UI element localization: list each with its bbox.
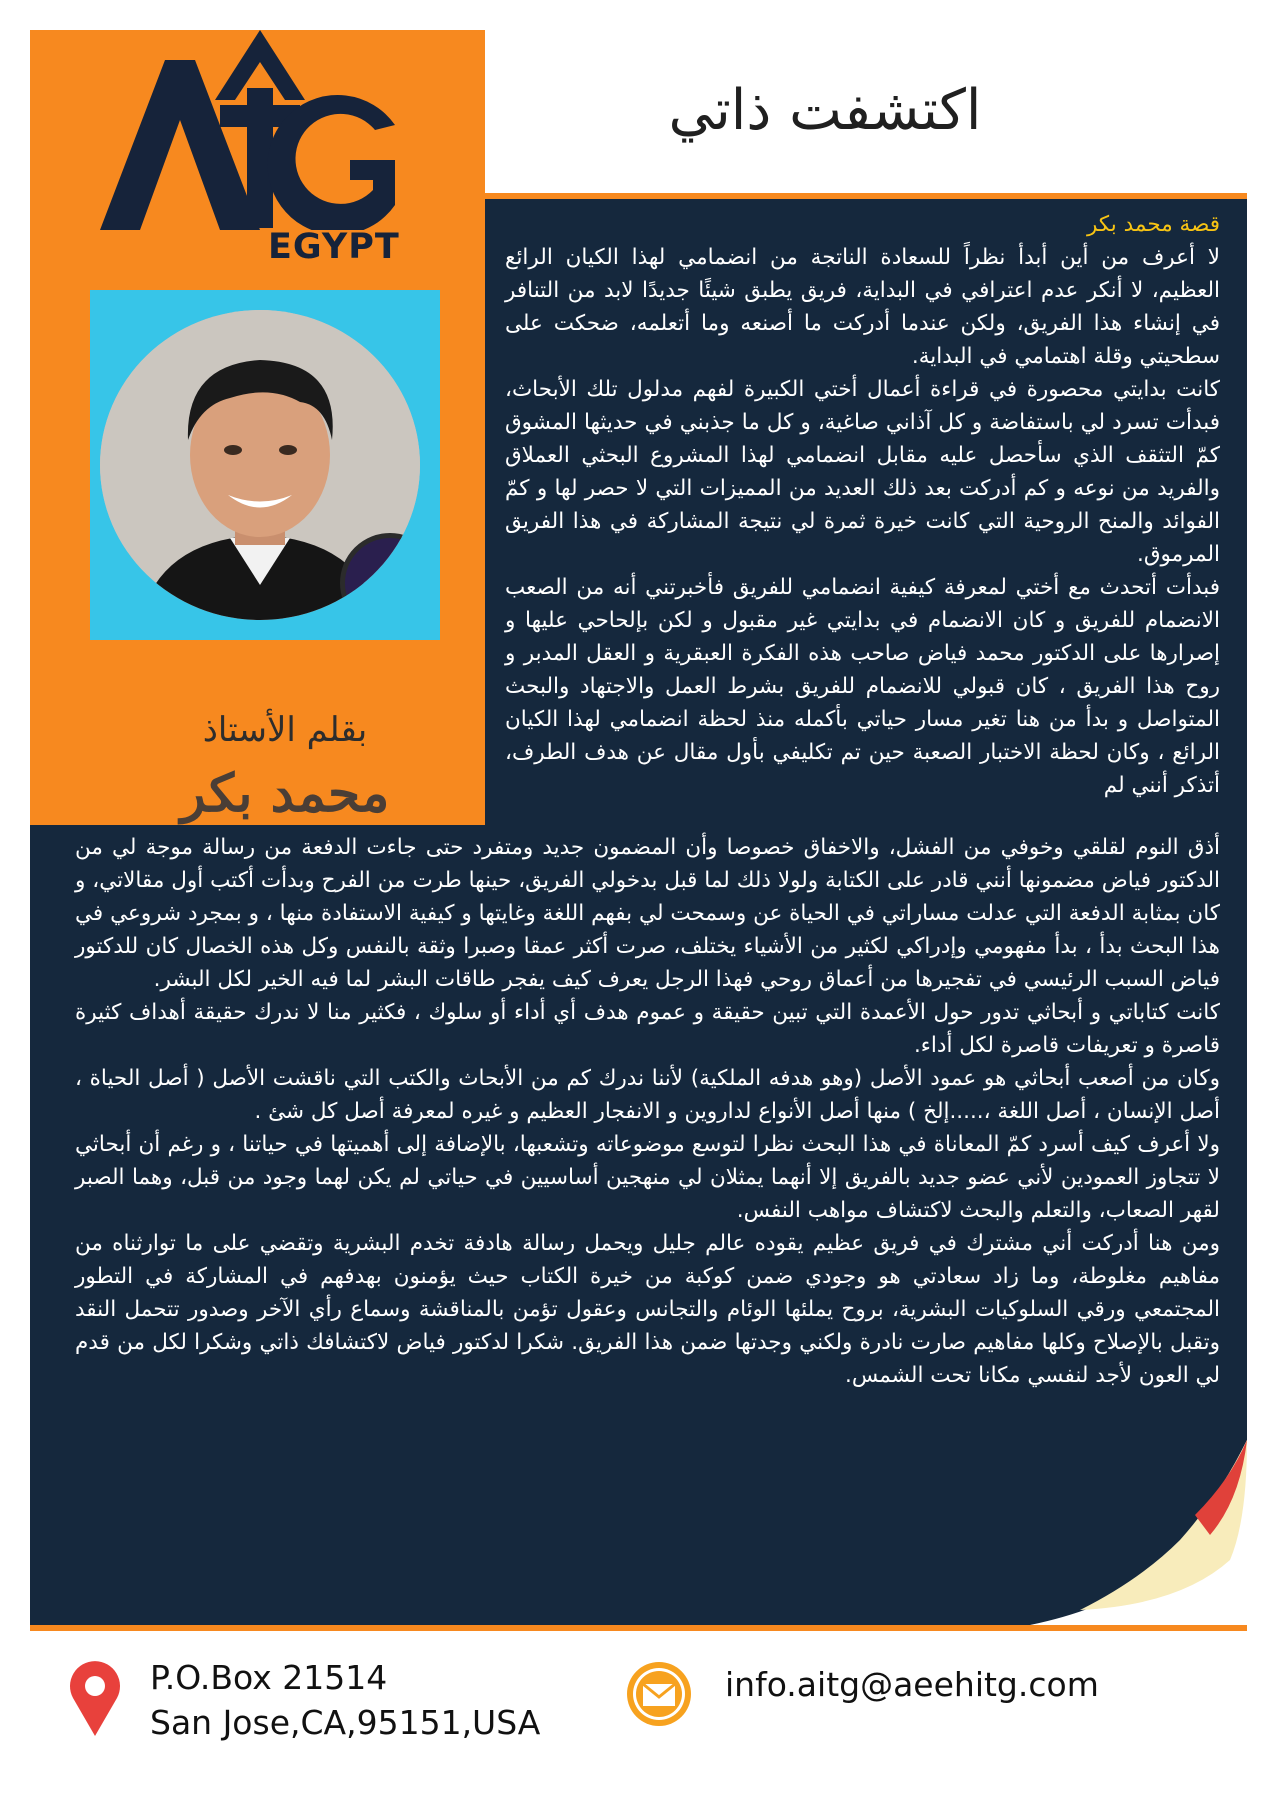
logo-subtext: EGYPT [268,227,400,267]
article-paragraph: ومن هنا أدركت أني مشترك في فريق عظيم يقوده عالم جليل ويحمل رسالة هادفة تخدم البشرية وتقضي على ما توارثناه من مفاهيم مغلوطة، وما زاد سعادتي هو وجودي ضمن كوكبة من خيرة الكتاب حيث يؤمنون بهدفهم في المشاركة في التطور المجتمعي ورقي السلوكيات البشرية، بروح يملئها الوئام والتجانس وعقول تؤمن بالمناقشة وسماع رأي الآخر وصدور تتحمل النقد وتقبل بالإصلاح وكلها مفاهيم صارت نادرة ولكني وجدتها ضمن هذا الفريق. شكرا لدكتور فياض لاكتشافك ذاتي وشكرا لكل من قدم لي العون لأجد لنفسي مكانا تحت الشمس. [75,1231,1220,1388]
article-paragraph: وكان من أصعب أبحاثي هو عمود الأصل (وهو هدفه الملكية) لأننا ندرك كم من الأبحاث والكتب التي ناقشت الأصل ( أصل الحياة ، أصل الإنسان ، أصل اللغة ،.....إلخ ) منها أصل الأنواع لداروين و الانفجار العظيم و غيره لمعرفة أصل كل شئ . [75,1066,1220,1124]
footer-divider [30,1625,1247,1631]
article-paragraph: فبدأت أتحدث مع أختي لمعرفة كيفية انضمامي للفريق فأخبرتني أنه من الصعب الانضمام للفريق و كان الانضمام في بدايتي غير مقبول و لكن بإلحاحي عليها و إصرارها على الدكتور محمد فياض صاحب هذه الفكرة العبقرية و العقل المدبر و روح هذا الفريق ، كان قبولي للانضمام للفريق بشرط العمل والاجتهاد والبحث المتواصل و بدأ من هنا تغير مسار حياتي بأكمله منذ لحظة انضمامي لهذا الكيان الرائع ، وكان لحظة الاختبار الصعبة حين تم تكليفي بأول مقال عن هدف الطرف، أتذكر أنني لم [505,575,1220,798]
article-paragraph: كانت كتاباتي و أبحاثي تدور حول الأعمدة التي تبين حقيقة و عموم هدف أي أداء أو سلوك ، فكثير منا لا ندرك حقيقة أهداف كثيرة قاصرة و تعريفات قاصرة لكل أداء. [75,1000,1220,1058]
article-paragraph: أذق النوم لقلقي وخوفي من الفشل، والاخفاق خصوصا وأن المضمون جديد ومتفرد حتى جاءت الدفعة من رسالة موجة لي من الدكتور فياض مضمونها أنني قادر على الكتابة ولولا ذلك لما قبل بدخولي الفريق، حينها طرت من الفرح وبدأت أكتب أول مقالاتي، و كان بمثابة الدفعة التي عدلت مساراتي في الحياة عن وسمحت لي بفهم اللغة وغايتها و كيفية الاستفادة منها ، و بمجرد شروعي في هذا البحث بدأ ، بدأ مفهومي وإدراكي لكثير من الأشياء يختلف، صرت أكثر عمقا وصبرا وثقة بالنفس وكل هذه الخصال كان للدكتور فياض السبب الرئيسي في تفجيرها من أعماق روحي فهذا الرجل يعرف كيف يفجر طاقات البشر لما فيه الخير لكل البشر. [75,835,1220,992]
article-paragraph: ولا أعرف كيف أسرد كمّ المعاناة في هذا البحث نظرا لتوسع موضوعاته وتشعبها، بالإضافة إلى أهميتها في حياتنا ، و رغم أن أبحاثي لا تتجاوز العمودين لأني عضو جديد بالفريق إلا أنهما يمثلان لي منهجين أساسيين في حياتي لم يكن لهما وجود من قبل، وهما الصبر لقهر الصعاب، والتعلم والبحث لاكتشاف مواهب النفس. [75,1132,1220,1223]
badge-text: AITG [366,574,414,595]
mail-icon [625,1660,693,1728]
story-label: قصة محمد بكر [1087,212,1220,237]
footer-address [150,1655,570,1745]
article-paragraph: كانت بدايتي محصورة في قراءة أعمال أختي الكبيرة لفهم مدلول تلك الأبحاث، فبدأت تسرد لي باستفاضة و كل آذاني صاغية، و كل ما جذبني في حديثها المشوق كمّ التثقف الذي سأحصل عليه مقابل انضمامي لهذا المشروع البحثي العملاق والفريد من نوعه و كم أدركت بعد ذلك العديد من المميزات التي لا حصر لها و كمّ الفوائد والمنح الروحية التي كانت خيرة ثمرة لي نتيجة المشاركة في هذا الفريق المرموق. [505,377,1220,567]
article-paragraph: لا أعرف من أين أبدأ نظراً للسعادة الناتجة من انضمامي لهذا الكيان الرائع العظيم، لا أنكر عدم اعترافي في البداية، فريق يطبق شيئًا جديدًا لابد من التنافر في إنشاء هذا الفريق، ولكن عندما أدركت ما أصنعه وما أتعلمه، ضحكت على سطحيتي وقلة اهتمامي في البداية. [505,245,1220,369]
footer-email[interactable]: info.aitg@aeehitg.com [725,1665,1099,1704]
page-curl-decoration [1030,1440,1247,1625]
byline-label: بقلم الأستاذ [202,710,368,750]
header-panel [30,30,485,825]
address-line-2: San Jose,CA,95151,USA [150,1703,541,1742]
address-line-1: P.O.Box 21514 [150,1658,388,1697]
article-text-top [505,208,1220,802]
author-photo-frame [90,290,440,640]
author-photo [100,310,420,620]
article-text-bottom [75,831,1220,1392]
aitg-logo [95,30,425,230]
location-pin-icon [65,1658,125,1738]
page-title: اكتشفت ذاتي [668,78,982,143]
author-name: محمد بكر [180,763,390,824]
